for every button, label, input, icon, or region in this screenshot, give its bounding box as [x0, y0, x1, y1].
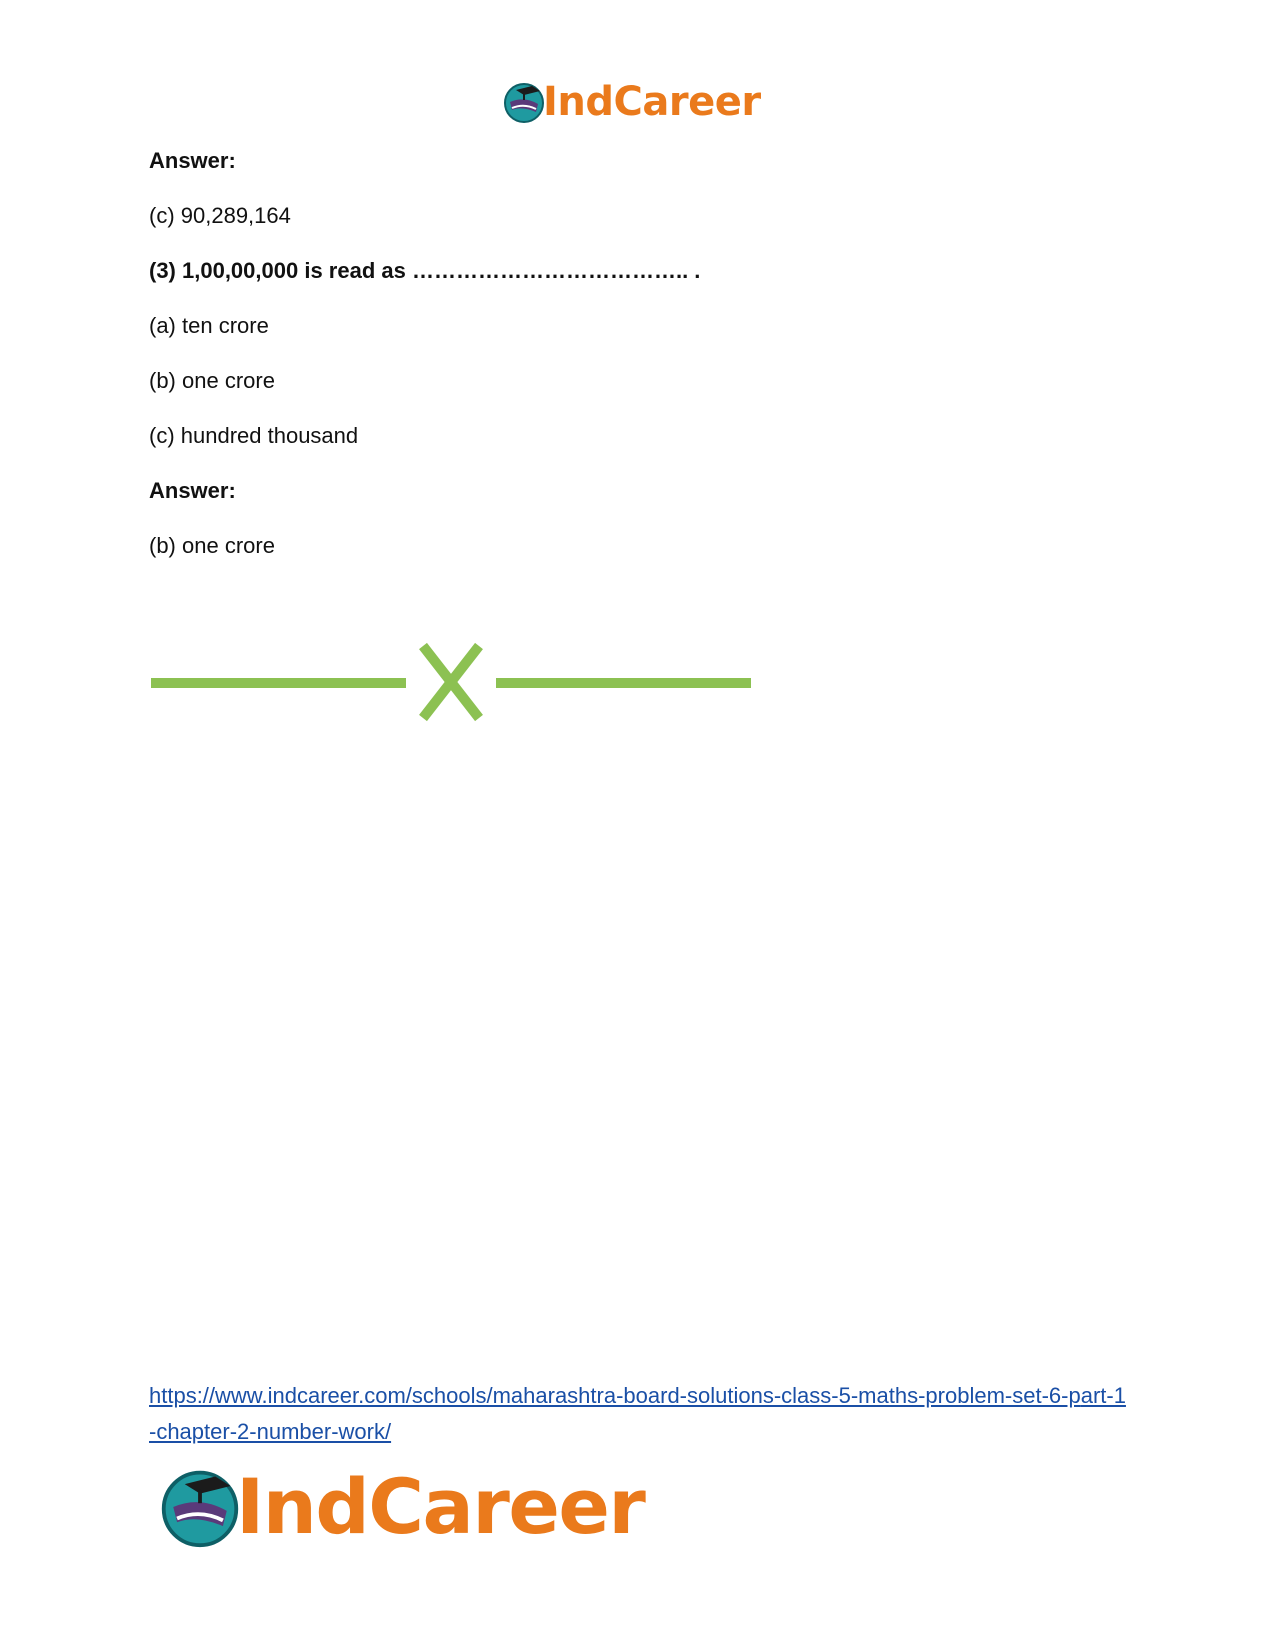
source-link[interactable]	[149, 1378, 1129, 1450]
x-mark-icon	[423, 646, 479, 718]
brand-wordmark: IndCareer	[543, 79, 761, 125]
source-link-line1[interactable]: https://www.indcareer.com/schools/maharashtra-board-solutions-class-5-maths-problem-set-6-p	[149, 1383, 1081, 1408]
answer-value: (b) one crore	[149, 533, 275, 558]
header-logo	[502, 78, 761, 126]
brand-wordmark: IndCareer	[236, 1462, 645, 1551]
separator-line-left	[151, 678, 406, 688]
option-a: (a) ten crore	[149, 313, 269, 338]
footer-logo	[158, 1462, 644, 1552]
answer-label: Answer:	[149, 148, 236, 173]
option-b: (b) one crore	[149, 368, 275, 393]
option-c: (c) hundred thousand	[149, 423, 359, 448]
question-text: (3) 1,00,00,000 is read as ……………………………….. .	[149, 258, 701, 283]
answer-label: Answer:	[149, 478, 236, 503]
globe-book-icon	[502, 80, 546, 124]
separator-line-right	[496, 678, 751, 688]
globe-book-icon	[158, 1465, 242, 1549]
answer-value: (c) 90,289,164	[149, 203, 291, 228]
section-separator	[151, 640, 751, 724]
source-link-line2[interactable]: art-1-chapter-2-number-work/	[149, 1383, 1126, 1444]
